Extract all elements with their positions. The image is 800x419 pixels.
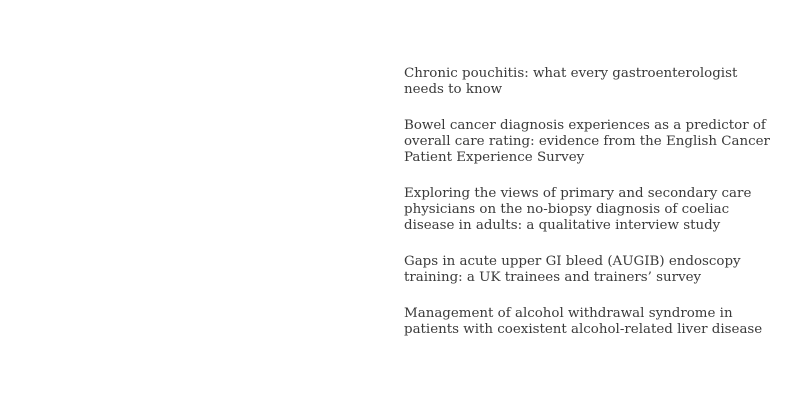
list-item [404,118,776,166]
article-link[interactable]: Gaps in acute upper GI bleed (AUGIB) endoscopy training: a UK trainees and trainers’ survey [404,254,741,285]
article-link[interactable]: Exploring the views of primary and secondary care physicians on the no-biopsy diagnosis of coeliac disease in adults: a qualitative interview study [404,186,752,233]
list-item [404,186,776,234]
article-link[interactable]: Bowel cancer diagnosis experiences as a predictor of overall care rating: evidence from the English Cancer Patient Experience Survey [404,118,770,165]
list-item [404,66,776,98]
article-link[interactable]: Chronic pouchitis: what every gastroenterologist needs to know [404,66,738,97]
list-item [404,306,776,338]
related-articles-list [404,66,776,358]
article-link[interactable]: Management of alcohol withdrawal syndrome in patients with coexistent alcohol-related liver disease [404,306,763,337]
list-item [404,254,776,286]
